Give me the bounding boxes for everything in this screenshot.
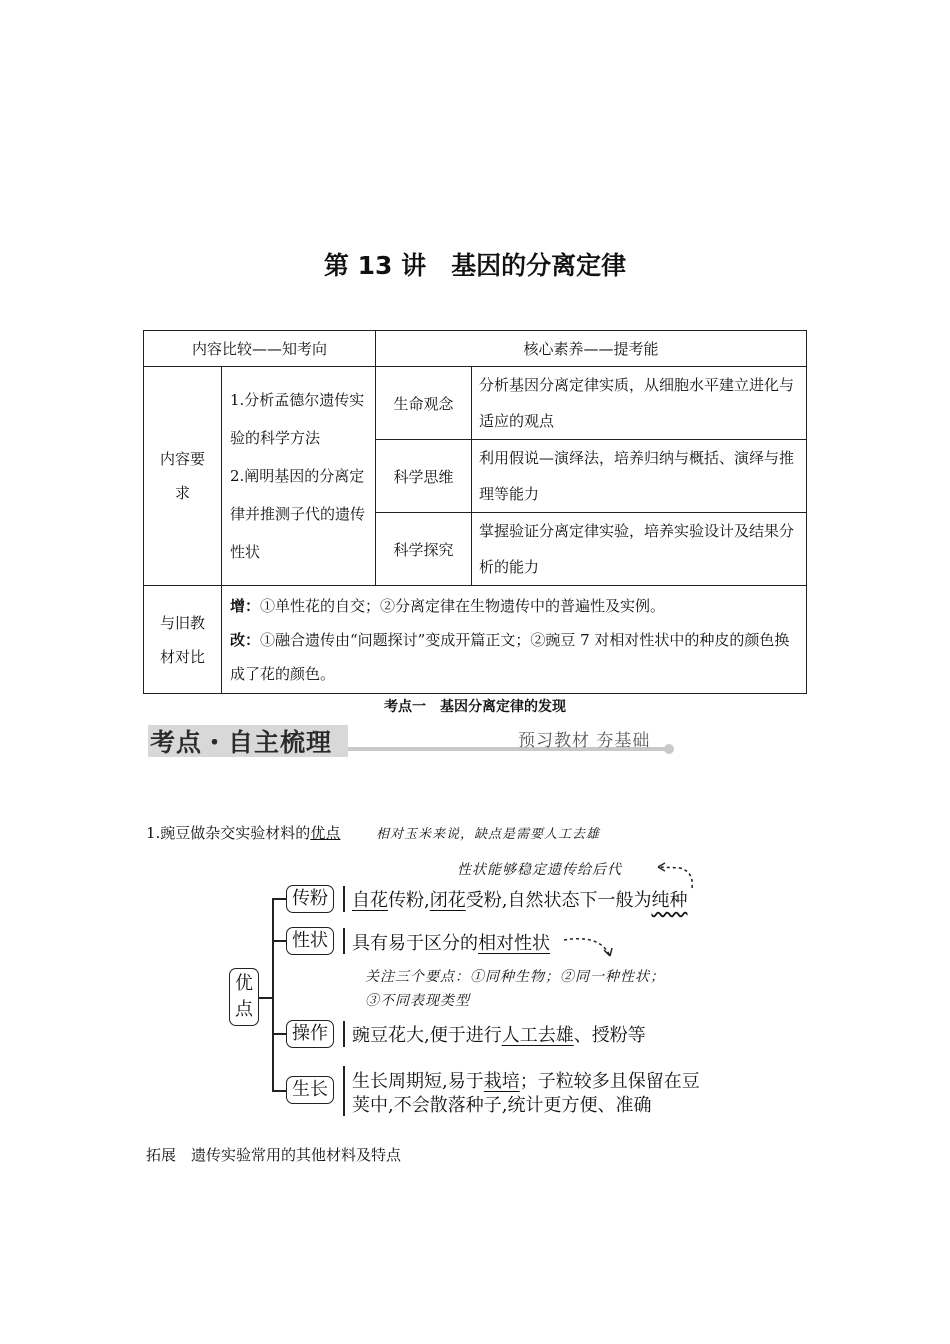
table-header-left: 内容比较——知考向 bbox=[144, 331, 376, 367]
stub-4 bbox=[272, 1090, 286, 1092]
detail-growth-part-1: 生长周期短,易于 bbox=[352, 1071, 484, 1092]
detail-bracket-1 bbox=[343, 886, 345, 912]
item-heading-underlined: 优点 bbox=[310, 824, 341, 842]
extension-heading: 拓展 遗传实验常用的其他材料及特点 bbox=[146, 1146, 402, 1164]
page-title: 第 13 讲 基因的分离定律 bbox=[323, 251, 627, 280]
detail-growth-part-2: 栽培 bbox=[483, 1071, 520, 1092]
detail-operation-part-3: 、授粉等 bbox=[573, 1025, 646, 1046]
requirements-cell bbox=[222, 367, 376, 586]
item-heading-prefix: 1.豌豆做杂交实验材料的 bbox=[146, 824, 311, 842]
core-name-3: 科学探究 bbox=[376, 513, 472, 586]
detail-pollination-part-3: 闭花 bbox=[429, 890, 466, 911]
core-desc-2: 利用假说—演绎法，培养归纳与概括、演绎与推理等能力 bbox=[472, 440, 807, 513]
handwritten-note-disadvantage: 相对玉米来说，缺点是需要人工去雄 bbox=[376, 827, 601, 842]
objectives-table bbox=[143, 330, 807, 694]
stub-1 bbox=[272, 898, 286, 900]
banner-dot-icon bbox=[664, 744, 674, 754]
stub-2 bbox=[272, 940, 286, 942]
detail-pollination-part-4: 受粉,自然状态下一般为 bbox=[465, 890, 652, 911]
detail-bracket-4 bbox=[343, 1066, 345, 1116]
changed-label: 改： bbox=[230, 630, 261, 649]
dotted-arrow-icon-mid bbox=[560, 930, 620, 966]
added-label: 增： bbox=[230, 596, 261, 615]
root-connector bbox=[259, 997, 273, 999]
detail-operation bbox=[352, 1021, 646, 1047]
banner-subtitle: 预习教材 夯基础 bbox=[518, 731, 651, 751]
branch-pollination: 传粉 bbox=[286, 885, 334, 913]
branch-growth: 生长 bbox=[286, 1076, 334, 1104]
row-category-requirements: 内容要求 bbox=[144, 367, 222, 586]
core-name-1: 生命观念 bbox=[376, 367, 472, 440]
added-line bbox=[230, 589, 800, 623]
detail-growth-line-1 bbox=[352, 1067, 700, 1093]
detail-growth-line-2: 荚中,不会散落种子,统计更方便、准确 bbox=[352, 1095, 652, 1116]
branch-operation: 操作 bbox=[286, 1020, 334, 1048]
requirement-1: 1.分析孟德尔遗传实验的科学方法 bbox=[230, 391, 365, 447]
core-name-2: 科学思维 bbox=[376, 440, 472, 513]
mindmap-root bbox=[229, 968, 259, 1026]
detail-operation-part-1: 豌豆花大,便于进行 bbox=[352, 1025, 502, 1046]
detail-operation-part-2: 人工去雄 bbox=[501, 1025, 574, 1046]
handwritten-note-traits-1: 关注三个要点：①同种生物；②同一种性状； bbox=[365, 969, 665, 985]
detail-pollination bbox=[352, 886, 687, 912]
handwritten-note-traits-2: ③不同表现类型 bbox=[365, 993, 470, 1009]
changed-line bbox=[230, 623, 800, 691]
core-desc-3: 掌握验证分离定律实验，培养实验设计及结果分析的能力 bbox=[472, 513, 807, 586]
detail-traits-part-1: 具有易于区分的 bbox=[352, 933, 478, 954]
detail-growth-part-3: ；子粒较多且保留在豆 bbox=[519, 1071, 700, 1092]
banner-title: 考点・自主梳理 bbox=[150, 728, 333, 757]
section-title: 考点一 基因分离定律的发现 bbox=[384, 699, 566, 715]
detail-pollination-part-5: 纯种 bbox=[651, 890, 688, 911]
mindmap-root-label: 优点 bbox=[235, 973, 253, 1020]
handwritten-note-pure: 性状能够稳定遗传给后代 bbox=[457, 862, 622, 878]
row-category-comparison: 与旧教材对比 bbox=[144, 586, 222, 694]
item-heading bbox=[146, 822, 340, 843]
branch-bracket bbox=[272, 898, 274, 1092]
detail-traits-part-2: 相对性状 bbox=[478, 933, 550, 954]
detail-pollination-part-1: 自花 bbox=[352, 890, 388, 911]
comparison-cell bbox=[222, 586, 807, 694]
detail-traits bbox=[352, 929, 550, 955]
detail-pollination-part-2: 传粉, bbox=[388, 890, 430, 911]
detail-bracket-2 bbox=[343, 928, 345, 954]
changed-text: ①融合遗传由“问题探讨”变成开篇正文；②豌豆 7 对相对性状中的种皮的颜色换成了花的颜色。 bbox=[230, 630, 790, 683]
stub-3 bbox=[272, 1033, 286, 1035]
branch-traits: 性状 bbox=[286, 927, 334, 955]
detail-bracket-3 bbox=[343, 1021, 345, 1047]
dotted-arrow-icon-top bbox=[650, 858, 700, 892]
added-text: ①单性花的自交；②分离定律在生物遗传中的普遍性及实例。 bbox=[260, 596, 666, 615]
requirement-2: 2.阐明基因的分离定律并推测子代的遗传性状 bbox=[230, 467, 366, 561]
core-desc-1: 分析基因分离定律实质，从细胞水平建立进化与适应的观点 bbox=[472, 367, 807, 440]
table-header-right: 核心素养——提考能 bbox=[376, 331, 807, 367]
